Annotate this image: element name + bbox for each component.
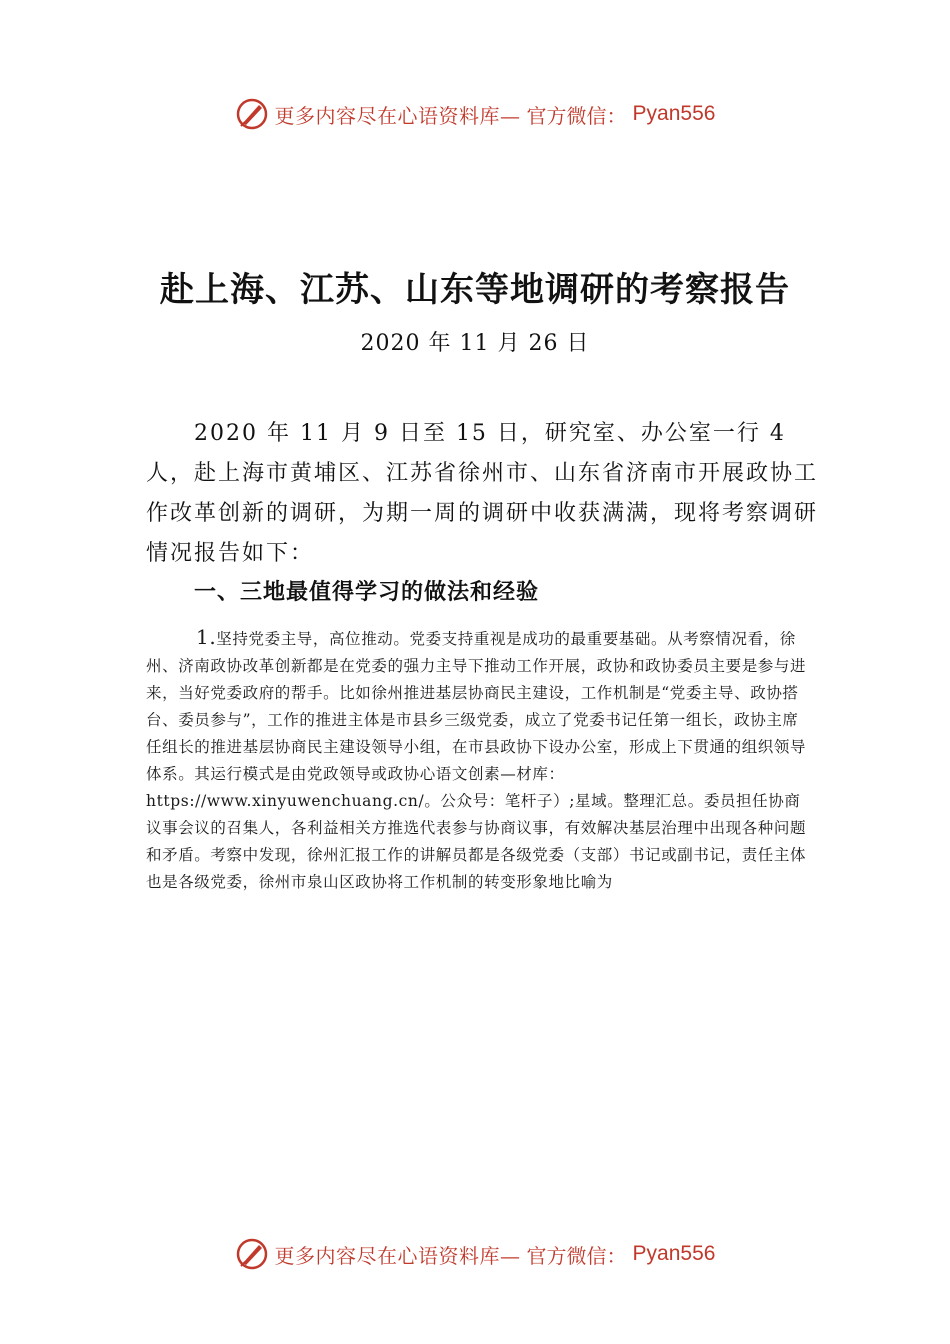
- header-watermark: [0, 94, 950, 134]
- section-heading: 一、三地最值得学习的做法和经验: [194, 580, 540, 605]
- watermark-text: 更多内容尽在心语资料库—: [274, 1243, 521, 1268]
- paragraph-text: 坚持党委主导，高位推动。党委支持重视是成功的最重要基础。从考察情况看，徐州、济南政协改革创新都是在党委的强力主导下推动工作开展，政协和政协委员主要是参与进来，当好党委政府的帮手。比如徐州推进基层协商民主建设，工作机制是“党委主导、政协搭台、委员参与”，工作的推进主体是市县乡三级党委，成立了党委书记任第一组长，政协主席任组长的推进基层协商民主建设领导小组，在市县政协下设办公室，形成上下贯通的组织领导体系。其运行模式是由党政领导或政协心语文创素—材库：https://www.xinyuwenchuang.cn/。公众号：笔杆子）;星域。整理汇总。委员担任协商议事会议的召集人，各利益相关方推选代表参与协商议事，有效解决基层治理中出现各种问题和矛盾。考察中发现，徐州汇报工作的讲解员都是各级党委（支部）书记或副书记，责任主体也是各级党委，徐州市泉山区政协将工作机制的转变形象地比喻为: [146, 630, 807, 891]
- watermark-text: 更多内容尽在心语资料库—: [274, 103, 521, 128]
- body-paragraph: [146, 624, 810, 896]
- paragraph-number: 1.: [196, 625, 217, 649]
- watermark-wechat-id: Pyan556: [632, 1242, 716, 1265]
- watermark-label: 官方微信：: [526, 1243, 627, 1268]
- quill-logo-icon: [235, 97, 269, 131]
- document-title: 赴上海、江苏、山东等地调研的考察报告: [160, 270, 790, 310]
- intro-paragraph: 2020 年 11 月 9 日至 15 日，研究室、办公室一行 4 人，赴上海市黄埔区、江苏省徐州市、山东省济南市开展政协工作改革创新的调研，为期一周的调研中收获满满，现将考察调研情况报告如下：: [146, 421, 819, 566]
- footer-watermark: [0, 1234, 950, 1274]
- quill-logo-icon: [235, 1237, 269, 1271]
- watermark-label: 官方微信：: [526, 103, 627, 128]
- document-date: 2020 年 11 月 26 日: [360, 331, 590, 356]
- watermark-wechat-id: Pyan556: [632, 102, 716, 125]
